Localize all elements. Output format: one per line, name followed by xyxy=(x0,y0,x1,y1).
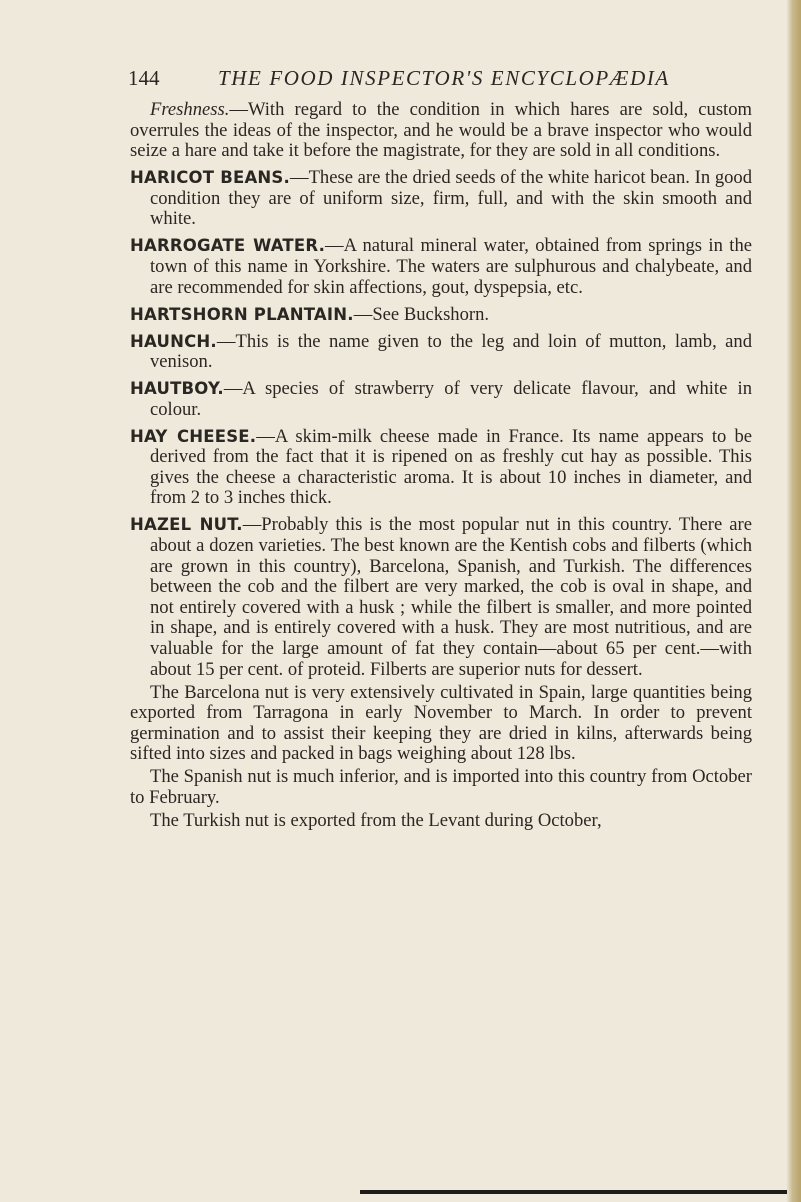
page-number: 144 xyxy=(128,66,160,90)
entry-text: —With regard to the condition in which hares are sold, custom overrules the ideas of the inspector, and he would be a brave inspector who would seize a hare and take it before the magistrate, for they are sold in all conditions. xyxy=(130,99,752,162)
entry-text: —This is the name given to the leg and loin of mutton, lamb, and venison. xyxy=(150,330,752,373)
paragraph-barcelona-nut: The Barcelona nut is very extensively cultivated in Spain, large quantities being exported from Tarragona in early November to March. In order to prevent germination and to assist their keeping they are dried in kilns, afterwards being sifted into sizes and packed in bags weighing about 128 lbs. xyxy=(130,681,752,765)
page-edge-shadow xyxy=(787,0,801,1202)
entry-hay-cheese xyxy=(130,427,752,509)
entry-hautboy xyxy=(130,379,752,420)
entry-text: —A skim-milk cheese made in France. Its name appears to be derived from the fact that it is ripened on as freshly cut hay as possible. This gives the cheese a characteristic aroma. It is about 10 inches in diameter, and from 2 to 3 inches thick. xyxy=(150,425,752,509)
entry-text: —See Buckshorn. xyxy=(353,303,490,325)
entry-freshness xyxy=(130,100,752,162)
entry-headword: HARTSHORN PLANTAIN. xyxy=(130,304,354,324)
entry-text: —Probably this is the most popular nut in this country. There are about a dozen varieties. The best known are the Kentish cobs and filberts (which are grown in this country), Barcelona, Spanish, and Turkish. The differences between the cob and the filbert are very marked, the cob is oval in shape, and not entirely covered with a husk ; while the filbert is smaller, and more pointed in shape, and is entirely covered with a husk. They are most nutritious, and are valuable for the large amount of fat they contain—about 65 per cent.—with about 15 per cent. of proteid. Filberts are superior nuts for dessert. xyxy=(150,514,752,680)
entry-headword: HARICOT BEANS. xyxy=(130,168,290,188)
paragraph-spanish-nut: The Spanish nut is much inferior, and is imported into this country from October to February. xyxy=(130,766,752,808)
entry-hazel-nut xyxy=(130,515,752,680)
entry-haunch xyxy=(130,332,752,373)
entry-headword: HARROGATE WATER. xyxy=(130,236,326,256)
page-body xyxy=(130,100,752,838)
bottom-rule xyxy=(360,1190,787,1194)
entry-text: —A natural mineral water, obtained from springs in the town of this name in Yorkshire. The waters are sulphurous and chalybeate, and are recommended for skin affections, gout, dyspepsia, etc. xyxy=(150,235,753,298)
entry-headword: HAUTBOY. xyxy=(130,379,224,399)
page-header xyxy=(128,66,728,92)
entry-headword: HAZEL NUT. xyxy=(130,515,243,535)
entry-headword: HAY CHEESE. xyxy=(130,426,257,446)
running-title: THE FOOD INSPECTOR'S ENCYCLOPÆDIA xyxy=(218,66,670,90)
paragraph-turkish-nut: The Turkish nut is exported from the Levant during October, xyxy=(150,809,602,831)
entry-lead: Freshness. xyxy=(150,99,230,120)
entry-headword: HAUNCH. xyxy=(130,331,217,351)
entry-hartshorn-plantain xyxy=(130,305,752,326)
entry-text: —These are the dried seeds of the white haricot bean. In good condition they are of uniform size, firm, full, and with the skin smooth and white. xyxy=(150,167,753,230)
entry-text: —A species of strawberry of very delicate flavour, and white in colour. xyxy=(150,378,752,420)
entry-haricot-beans xyxy=(130,168,752,230)
entry-harrogate-water xyxy=(130,236,752,298)
